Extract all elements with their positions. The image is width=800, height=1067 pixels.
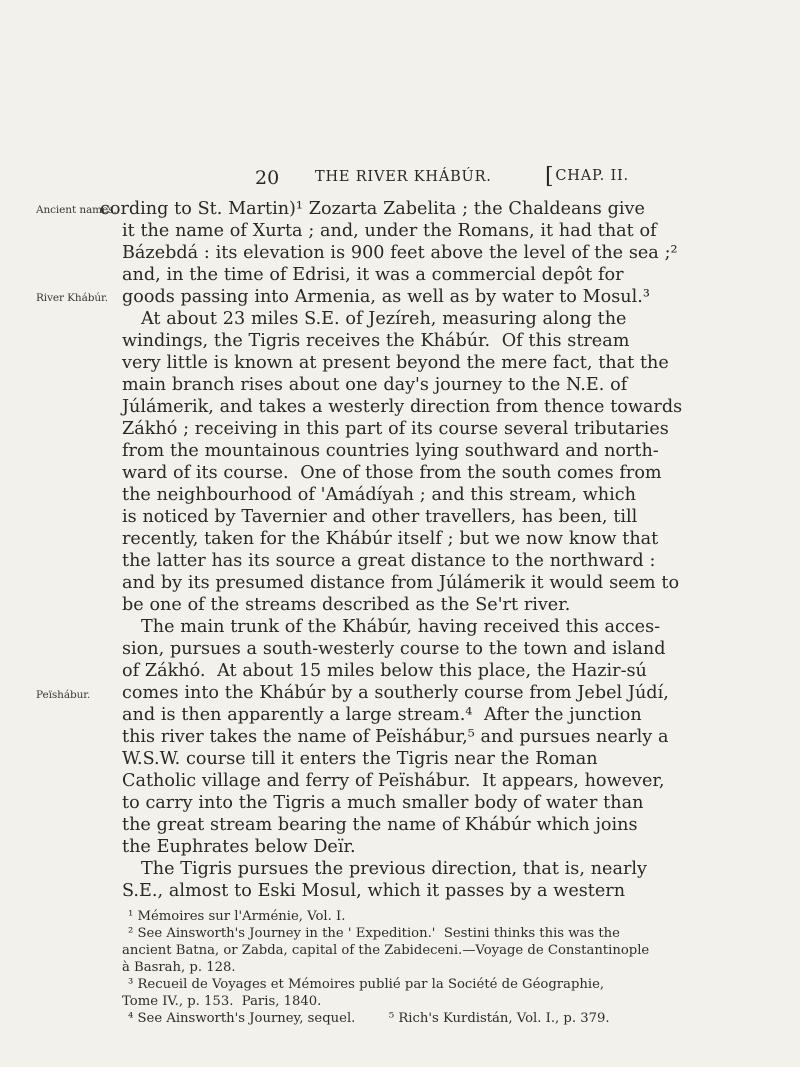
text-line: ward of its course. One of those from the south comes from <box>122 463 662 483</box>
text-line: Bázebdá : its elevation is 900 feet above the level of the sea ;² <box>122 243 678 263</box>
text-line: the Euphrates below Deïr. <box>122 837 356 857</box>
text-line: it the name of Xurta ; and, under the Romans, it had that of <box>122 221 657 241</box>
text-line: and is then apparently a large stream.⁴ After the junction <box>122 705 642 725</box>
text-line: from the mountainous countries lying southward and north- <box>122 441 659 461</box>
sidenote-river-khabur: River Khábúr. <box>36 292 109 304</box>
text-line: to carry into the Tigris a much smaller body of water than <box>122 793 644 813</box>
running-head <box>255 164 765 193</box>
text-line: Zákhó ; receiving in this part of its course several tributaries <box>122 419 669 439</box>
text-line: recently, taken for the Khábúr itself ; but we now know that <box>122 529 659 549</box>
page-number: 20 <box>255 167 280 189</box>
text-line: and by its presumed distance from Júlámerik it would seem to <box>122 573 680 593</box>
sidenote-peishabur: Peïshábur. <box>36 689 91 701</box>
text-line: the neighbourhood of 'Amádíyah ; and this stream, which <box>122 485 636 505</box>
text-line: the latter has its source a great distance to the northward : <box>122 551 656 571</box>
chapter-bracket: [ <box>545 164 555 189</box>
text-line: Catholic village and ferry of Peïshábur. It appears, however, <box>122 771 665 791</box>
text-line: cording to St. Martin)¹ Zozarta Zabelita ; the Chaldeans give <box>100 199 645 219</box>
text-line: this river takes the name of Peïshábur,⁵ and pursues nearly a <box>122 727 669 747</box>
text-line: is noticed by Tavernier and other travellers, has been, till <box>122 507 638 527</box>
footnote: ³ Recueil de Voyages et Mémoires publié par la Société de Géographie, <box>128 977 605 992</box>
text-line: sion, pursues a south-westerly course to the town and island <box>122 639 666 659</box>
text-line: The main trunk of the Khábúr, having received this acces- <box>141 617 661 637</box>
text-line: At about 23 miles S.E. of Jezíreh, measuring along the <box>141 309 627 329</box>
sidenote-ancient-names: Ancient names. <box>36 204 117 216</box>
text-line: S.E., almost to Eski Mosul, which it passes by a western <box>122 881 626 901</box>
text-line: windings, the Tigris receives the Khábúr. Of this stream <box>122 331 630 351</box>
footnote: Tome IV., p. 153. Paris, 1840. <box>122 994 322 1009</box>
text-line: very little is known at present beyond the mere fact, that the <box>122 353 669 373</box>
text-line: of Zákhó. At about 15 miles below this place, the Hazir-sú <box>122 661 647 681</box>
text-line: The Tigris pursues the previous direction, that is, nearly <box>141 859 647 879</box>
footnote: ² See Ainsworth's Journey in the ' Expedition.' Sestini thinks this was the <box>128 926 620 941</box>
text-line: W.S.W. course till it enters the Tigris near the Roman <box>122 749 598 769</box>
text-line: be one of the streams described as the Se'rt river. <box>122 595 571 615</box>
chapter-label <box>545 164 629 189</box>
chapter-text: CHAP. II. <box>555 168 629 184</box>
text-line: comes into the Khábúr by a southerly course from Jebel Júdí, <box>122 683 669 703</box>
text-line: the great stream bearing the name of Khábúr which joins <box>122 815 638 835</box>
text-line: Júlámerik, and takes a westerly direction from thence towards <box>122 397 683 417</box>
footnote: ancient Batna, or Zabda, capital of the Zabideceni.—Voyage de Constantinople <box>122 943 650 958</box>
text-line: and, in the time of Edrisi, it was a commercial depôt for <box>122 265 624 285</box>
footnote: ¹ Mémoires sur l'Arménie, Vol. I. <box>128 909 346 924</box>
footnote: à Basrah, p. 128. <box>122 960 236 975</box>
footnote: ⁴ See Ainsworth's Journey, sequel. ⁵ Rich's Kurdistán, Vol. I., p. 379. <box>128 1011 610 1026</box>
running-title: THE RIVER KHÁBÚR. <box>315 169 492 185</box>
text-line: main branch rises about one day's journey to the N.E. of <box>122 375 628 395</box>
text-line: goods passing into Armenia, as well as by water to Mosul.³ <box>122 287 650 307</box>
